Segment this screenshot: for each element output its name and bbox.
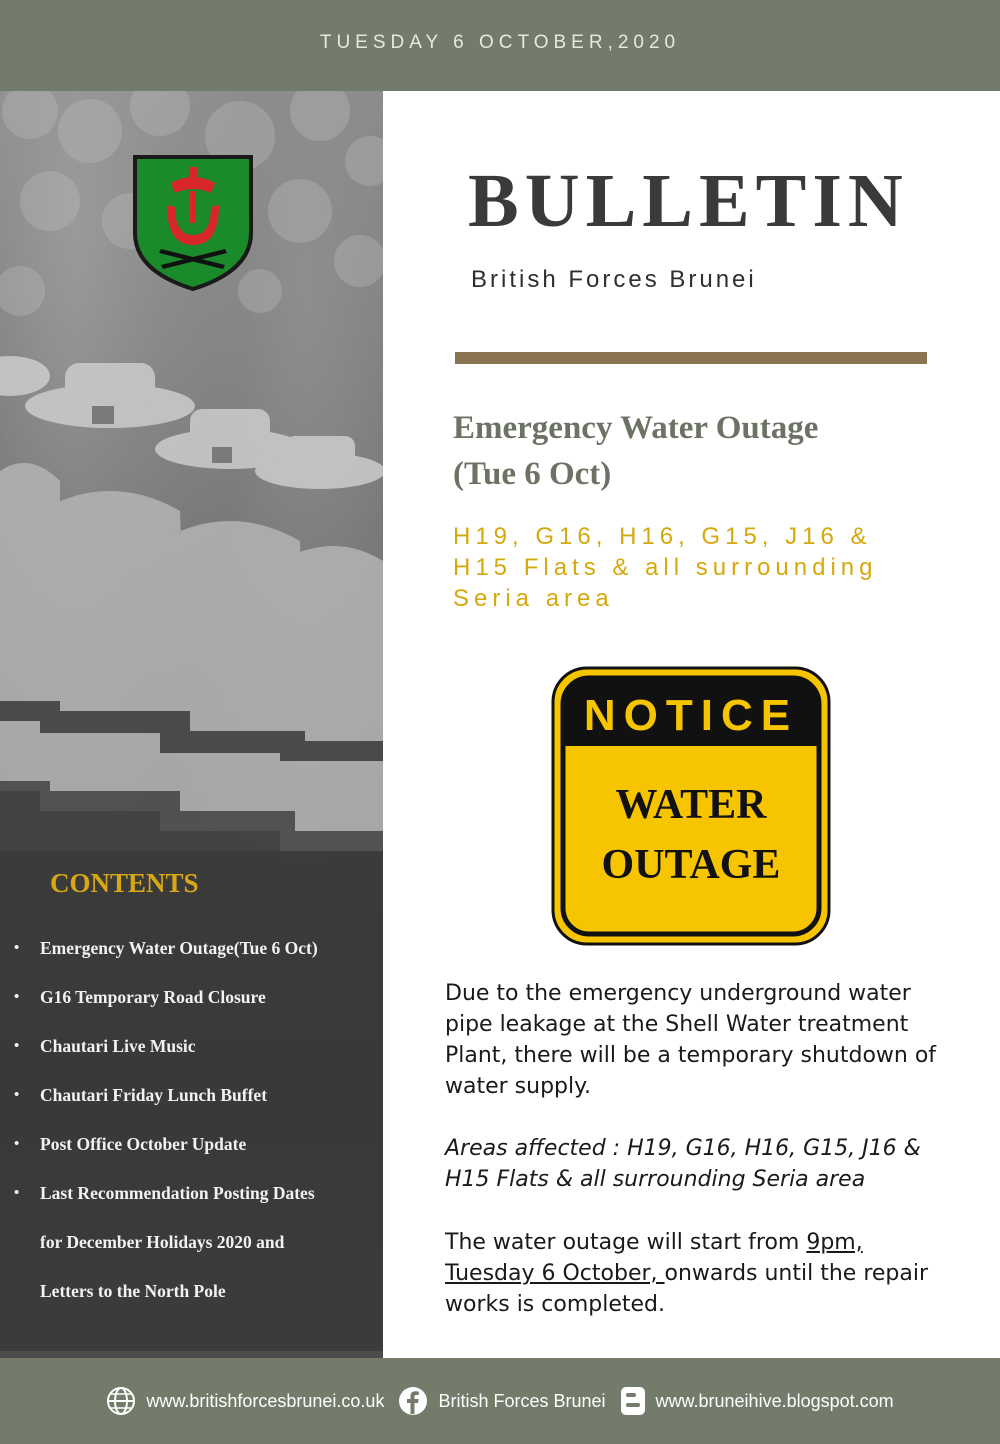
list-item-continuation: Letters to the North Pole: [40, 1281, 226, 1301]
page-title: BULLETIN: [468, 159, 909, 243]
notice-sign-line2: OUTAGE: [601, 842, 781, 888]
facebook-icon: [398, 1386, 428, 1416]
article-headline: Emergency Water Outage (Tue 6 Oct): [453, 410, 819, 492]
blogger-icon: [620, 1386, 646, 1416]
footer: [0, 1358, 1000, 1444]
notice-sign: [551, 666, 831, 946]
bullet-icon: •: [14, 989, 20, 1005]
regimental-crest: [131, 153, 255, 293]
list-item[interactable]: • Chautari Live Music: [0, 1022, 383, 1071]
sidebar: [0, 91, 383, 1358]
article-paragraph-3: The water outage will start from 9pm, Tuesday 6 October, onwards until the repair works is completed.: [445, 1230, 929, 1317]
list-item[interactable]: • G16 Temporary Road Closure: [0, 973, 383, 1022]
page-subtitle: British Forces Brunei: [471, 266, 757, 293]
bullet-icon: •: [14, 940, 20, 956]
bullet-icon: •: [14, 1038, 20, 1054]
bullet-icon: •: [14, 1185, 20, 1201]
areas-summary: H19, G16, H16, G15, J16 & H15 Flats & all surrounding Seria area: [453, 523, 878, 612]
footer-website-link[interactable]: www.britishforcesbrunei.co.uk: [106, 1386, 384, 1416]
notice-sign-line1: WATER: [615, 782, 767, 828]
list-item[interactable]: • Last Recommendation Posting Dates: [0, 1169, 383, 1218]
issue-date: TUESDAY 6 OCTOBER,2020: [319, 31, 681, 53]
article-paragraph-areas: Areas affected : H19, G16, H16, G15, J16 & H15 Flats & all surrounding Seria area: [445, 1136, 921, 1192]
footer-facebook-link[interactable]: British Forces Brunei: [398, 1386, 605, 1416]
globe-icon: [106, 1386, 136, 1416]
list-item[interactable]: • Emergency Water Outage(Tue 6 Oct): [0, 924, 383, 973]
list-item-continuation: for December Holidays 2020 and: [40, 1232, 285, 1252]
top-bar: [0, 0, 1000, 91]
footer-blog-link[interactable]: www.bruneihive.blogspot.com: [620, 1386, 894, 1416]
article-paragraph-1: Due to the emergency underground water pipe leakage at the Shell Water treatment Plant, there will be a temporary shutdown of water supply.: [445, 981, 937, 1099]
contents-list: [0, 924, 383, 1316]
list-item[interactable]: • Chautari Friday Lunch Buffet: [0, 1071, 383, 1120]
contents-title: CONTENTS: [50, 868, 199, 898]
bullet-icon: •: [14, 1136, 20, 1152]
list-item[interactable]: • Post Office October Update: [0, 1120, 383, 1169]
bullet-icon: •: [14, 1087, 20, 1103]
start-time: 9pm, Tuesday 6 October,: [445, 1230, 863, 1286]
notice-sign-label: NOTICE: [583, 691, 799, 740]
divider: [455, 352, 927, 364]
